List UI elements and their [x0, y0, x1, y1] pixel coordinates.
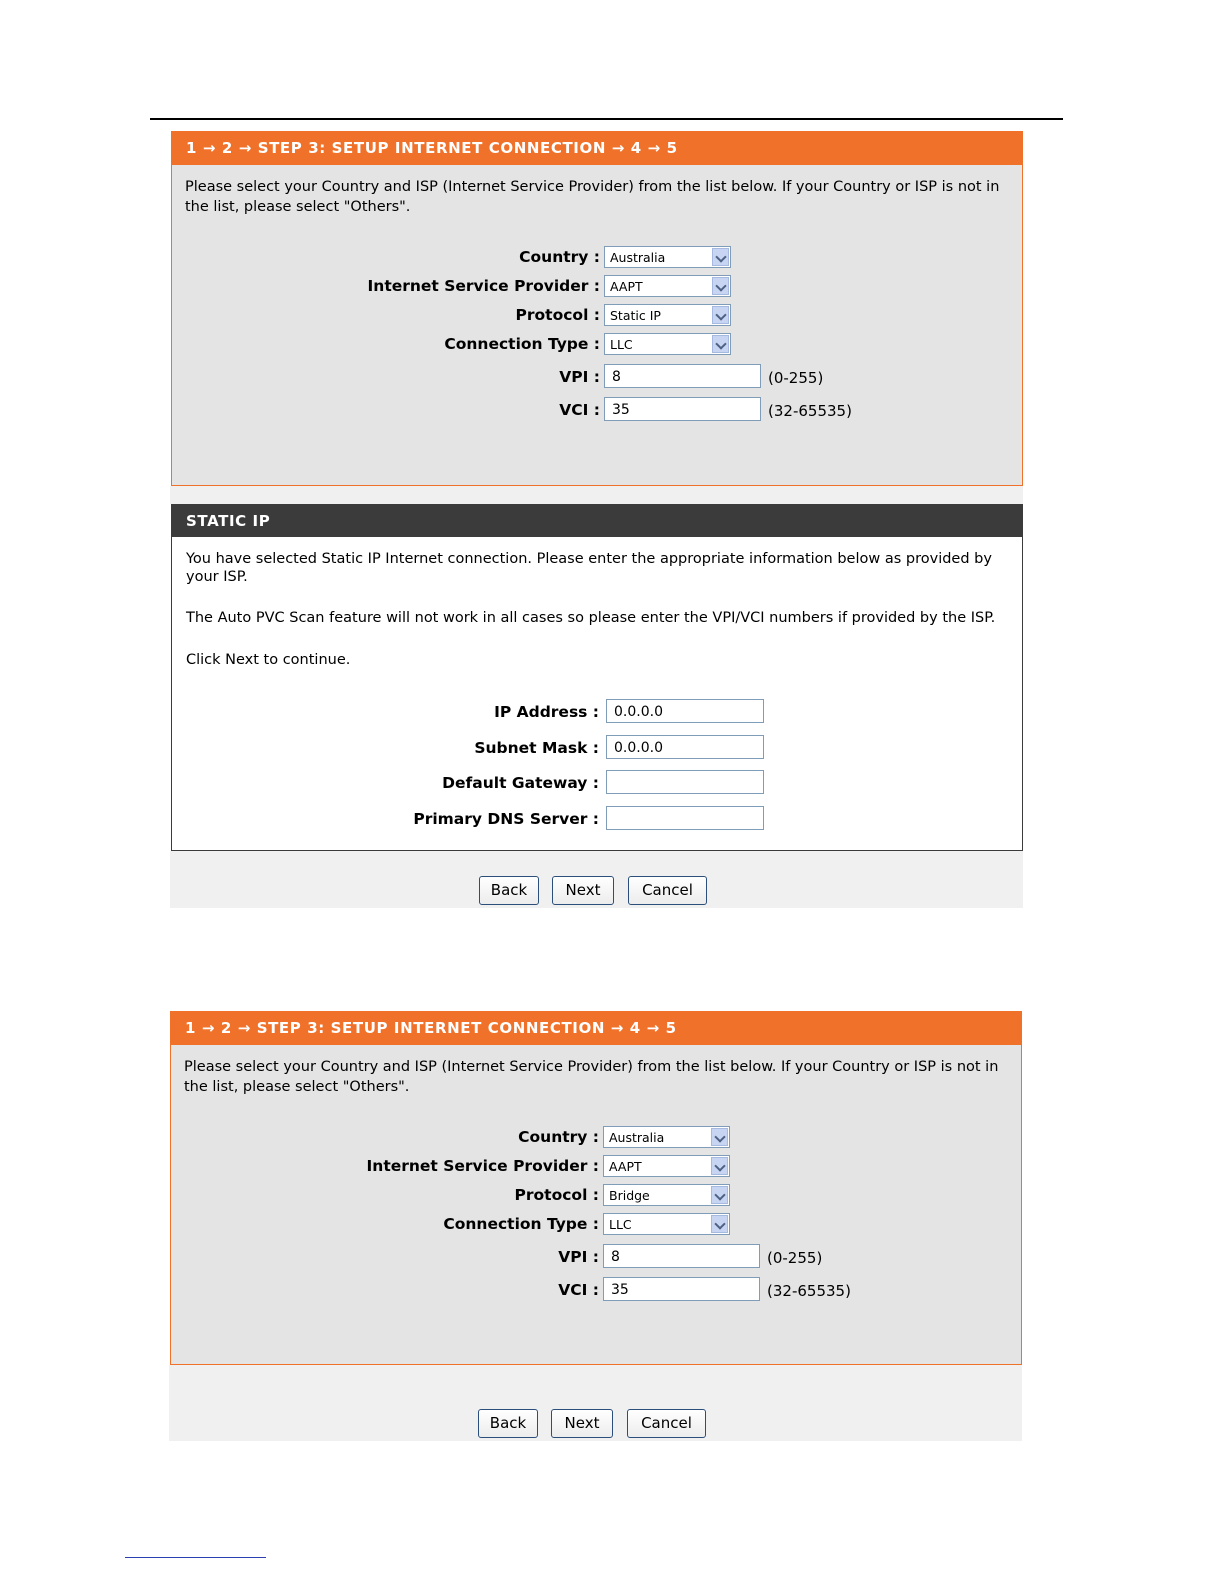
- isp-label: Internet Service Provider :: [366, 1157, 599, 1175]
- connection-type-label: Connection Type :: [443, 1215, 599, 1233]
- chevron-down-icon[interactable]: [712, 277, 729, 295]
- vpi-range-hint: (0-255): [767, 1249, 823, 1267]
- cancel-button[interactable]: Cancel: [627, 1409, 706, 1438]
- primary-dns-input[interactable]: [606, 806, 764, 830]
- vci-range-hint: (32-65535): [767, 1282, 851, 1300]
- connection-type-label: Connection Type :: [444, 335, 600, 353]
- vpi-input[interactable]: 8: [604, 364, 761, 388]
- isp-label: Internet Service Provider :: [367, 277, 600, 295]
- vci-input[interactable]: 35: [603, 1277, 760, 1301]
- country-label: Country :: [518, 1128, 599, 1146]
- chevron-down-icon[interactable]: [712, 306, 729, 324]
- setup-panel-bridge: [170, 1011, 1023, 1365]
- ip-address-input[interactable]: 0.0.0.0: [606, 699, 764, 723]
- vpi-label: VPI :: [559, 368, 600, 386]
- top-rule: [150, 118, 1063, 120]
- intro-text: Please select your Country and ISP (Internet Service Provider) from the list below. If your Country or ISP is not in the list, please select "Others".: [184, 1059, 999, 1095]
- pvc-scan-note: The Auto PVC Scan feature will not work in all cases so please enter the VPI/VCI numbers if provided by the ISP.: [186, 610, 996, 626]
- vci-range-hint: (32-65535): [768, 402, 852, 420]
- chevron-down-icon[interactable]: [711, 1128, 728, 1146]
- connection-type-select[interactable]: LLC: [604, 333, 731, 355]
- vpi-input[interactable]: 8: [603, 1244, 760, 1268]
- static-ip-header: STATIC IP: [172, 505, 1022, 537]
- vpi-label: VPI :: [558, 1248, 599, 1266]
- button-bar: [170, 851, 1023, 908]
- vci-label: VCI :: [559, 401, 600, 419]
- connection-type-select[interactable]: LLC: [603, 1213, 730, 1235]
- ip-address-label: IP Address :: [494, 703, 599, 721]
- country-select[interactable]: Australia: [604, 246, 731, 268]
- primary-dns-label: Primary DNS Server :: [413, 810, 599, 828]
- continue-note: Click Next to continue.: [186, 652, 351, 668]
- country-select[interactable]: Australia: [603, 1126, 730, 1148]
- isp-select[interactable]: AAPT: [603, 1155, 730, 1177]
- vpi-range-hint: (0-255): [768, 369, 824, 387]
- protocol-label: Protocol :: [514, 1186, 599, 1204]
- chevron-down-icon[interactable]: [712, 248, 729, 266]
- next-button[interactable]: Next: [551, 1409, 613, 1438]
- intro-text: Please select your Country and ISP (Internet Service Provider) from the list below. If your Country or ISP is not in the list, please select "Others".: [185, 179, 1000, 215]
- subnet-mask-label: Subnet Mask :: [474, 739, 599, 757]
- button-bar: [169, 1365, 1022, 1441]
- protocol-select[interactable]: Bridge: [603, 1184, 730, 1206]
- next-button[interactable]: Next: [552, 876, 614, 905]
- cancel-button[interactable]: Cancel: [628, 876, 707, 905]
- step-header: 1 → 2 → STEP 3: SETUP INTERNET CONNECTION → 4 → 5: [171, 1012, 1021, 1045]
- back-button[interactable]: Back: [478, 1409, 538, 1438]
- setup-panel-static: [170, 131, 1023, 486]
- protocol-label: Protocol :: [515, 306, 600, 324]
- back-button[interactable]: Back: [479, 876, 539, 905]
- default-gateway-input[interactable]: [606, 770, 764, 794]
- static-ip-panel: [171, 504, 1023, 851]
- chevron-down-icon[interactable]: [711, 1157, 728, 1175]
- default-gateway-label: Default Gateway :: [442, 774, 599, 792]
- chevron-down-icon[interactable]: [712, 335, 729, 353]
- step-header: 1 → 2 → STEP 3: SETUP INTERNET CONNECTION → 4 → 5: [172, 132, 1022, 165]
- static-ip-description: You have selected Static IP Internet connection. Please enter the appropriate information below as provided by your ISP.: [186, 551, 992, 585]
- vci-input[interactable]: 35: [604, 397, 761, 421]
- chevron-down-icon[interactable]: [711, 1186, 728, 1204]
- vci-label: VCI :: [558, 1281, 599, 1299]
- footer-link-underline: [125, 1557, 266, 1558]
- country-label: Country :: [519, 248, 600, 266]
- protocol-select[interactable]: Static IP: [604, 304, 731, 326]
- subnet-mask-input[interactable]: 0.0.0.0: [606, 735, 764, 759]
- isp-select[interactable]: AAPT: [604, 275, 731, 297]
- chevron-down-icon[interactable]: [711, 1215, 728, 1233]
